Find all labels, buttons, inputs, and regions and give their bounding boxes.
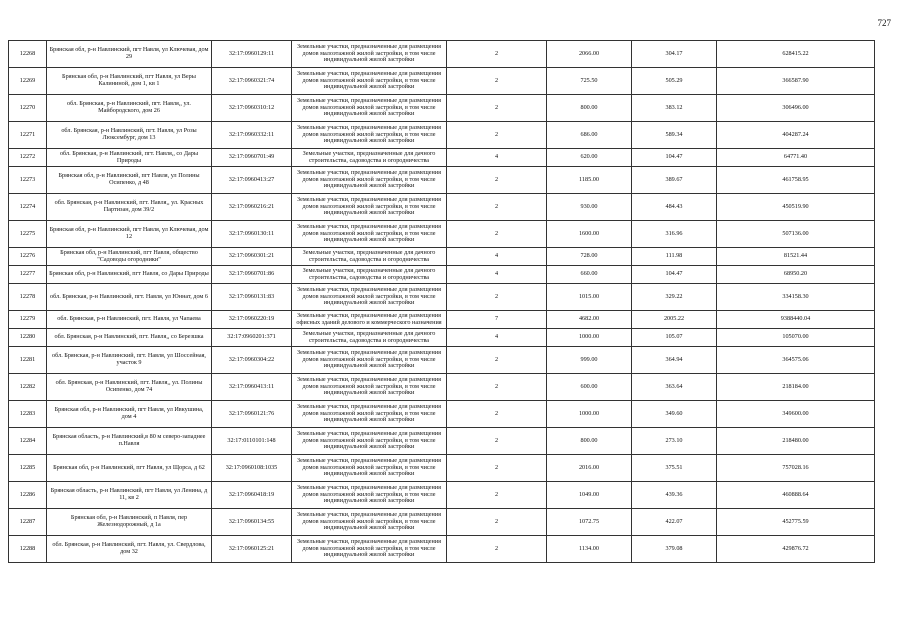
area-cell: 800.00 (547, 428, 632, 455)
cadastral-value-cell: 68950.20 (717, 266, 875, 284)
land-use-cell: Земельные участки, предназначенные для размещения домов малоэтажной жилой застройки, в том числе индивидуальной жилой застройки (292, 428, 447, 455)
table-body (9, 41, 875, 563)
cadastral-value-cell: 461758.95 (717, 167, 875, 194)
area-cell: 660.00 (547, 266, 632, 284)
category-cell: 2 (447, 95, 547, 122)
land-use-cell: Земельные участки, предназначенные для размещения домов малоэтажной жилой застройки, в том числе индивидуальной жилой застройки (292, 122, 447, 149)
area-cell: 686.00 (547, 122, 632, 149)
address-cell: обл. Брянская, р-н Навлинский, пгт. Навля,, ул. Майбородского, дом 26 (47, 95, 212, 122)
address-cell: обл. Брянская, р-н Навлинский, пгт. Навля, ул Чапаева (47, 311, 212, 329)
area-cell: 600.00 (547, 374, 632, 401)
category-cell: 2 (447, 347, 547, 374)
row-number: 12272 (9, 149, 47, 167)
category-cell: 2 (447, 455, 547, 482)
row-number: 12287 (9, 509, 47, 536)
table-row (9, 311, 875, 329)
table-row (9, 455, 875, 482)
address-cell: Брянская обл, р-н Навлинский, пгт Навля, ул Полины Осипенко, д 48 (47, 167, 212, 194)
row-number: 12286 (9, 482, 47, 509)
row-number: 12283 (9, 401, 47, 428)
address-cell: Брянская обл, р-н Навлинский, пгт Навля, ул Щорса, д 62 (47, 455, 212, 482)
cadastral-number-cell: 32:17:0960131:83 (212, 284, 292, 311)
row-number: 12278 (9, 284, 47, 311)
category-cell: 2 (447, 68, 547, 95)
cadastral-value-cell: 460888.64 (717, 482, 875, 509)
category-cell: 2 (447, 194, 547, 221)
cadastral-number-cell: 32:17:0960201:371 (212, 329, 292, 347)
land-use-cell: Земельные участки, предназначенные для размещения домов малоэтажной жилой застройки, в том числе индивидуальной жилой застройки (292, 284, 447, 311)
area-cell: 930.00 (547, 194, 632, 221)
cadastral-number-cell: 32:17:0960130:11 (212, 221, 292, 248)
land-use-cell: Земельные участки, предназначенные для размещения домов малоэтажной жилой застройки, в том числе индивидуальной жилой застройки (292, 455, 447, 482)
table-row (9, 374, 875, 401)
area-cell: 2016.00 (547, 455, 632, 482)
row-number: 12284 (9, 428, 47, 455)
specific-value-cell: 484.43 (632, 194, 717, 221)
specific-value-cell: 304.17 (632, 41, 717, 68)
row-number: 12282 (9, 374, 47, 401)
category-cell: 4 (447, 149, 547, 167)
category-cell: 7 (447, 311, 547, 329)
cadastral-number-cell: 32:17:0960220:19 (212, 311, 292, 329)
row-number: 12280 (9, 329, 47, 347)
address-cell: обл. Брянская, р-н Навлинский, пгт. Навля,, ул. Красных Партизан, дом 39/2 (47, 194, 212, 221)
land-use-cell: Земельные участки, предназначенные для размещения домов малоэтажной жилой застройки, в том числе индивидуальной жилой застройки (292, 536, 447, 563)
land-use-cell: Земельные участки, предназначенные для размещения домов малоэтажной жилой застройки, в том числе индивидуальной жилой застройки (292, 374, 447, 401)
cadastral-number-cell: 32:17:0960310:12 (212, 95, 292, 122)
cadastral-number-cell: 32:17:0110101:148 (212, 428, 292, 455)
row-number: 12271 (9, 122, 47, 149)
cadastral-value-cell: 81521.44 (717, 248, 875, 266)
cadastral-value-cell: 429876.72 (717, 536, 875, 563)
row-number: 12270 (9, 95, 47, 122)
category-cell: 2 (447, 401, 547, 428)
specific-value-cell: 329.22 (632, 284, 717, 311)
area-cell: 999.00 (547, 347, 632, 374)
specific-value-cell: 111.98 (632, 248, 717, 266)
land-registry-table (8, 40, 875, 563)
table-row (9, 68, 875, 95)
specific-value-cell: 505.29 (632, 68, 717, 95)
row-number: 12275 (9, 221, 47, 248)
cadastral-value-cell: 218480.00 (717, 428, 875, 455)
land-use-cell: Земельные участки, предназначенные для дачного строительства, садоводства и огородничества (292, 329, 447, 347)
area-cell: 728.00 (547, 248, 632, 266)
land-use-cell: Земельные участки, предназначенные для размещения домов малоэтажной жилой застройки, в том числе индивидуальной жилой застройки (292, 194, 447, 221)
land-use-cell: Земельные участки, предназначенные для дачного строительства, садоводства и огородничества (292, 266, 447, 284)
row-number: 12268 (9, 41, 47, 68)
category-cell: 2 (447, 41, 547, 68)
cadastral-value-cell: 306496.00 (717, 95, 875, 122)
cadastral-value-cell: 64771.40 (717, 149, 875, 167)
cadastral-value-cell: 364575.06 (717, 347, 875, 374)
specific-value-cell: 2005.22 (632, 311, 717, 329)
area-cell: 725.50 (547, 68, 632, 95)
land-use-cell: Земельные участки, предназначенные для размещения офисных зданий делового и коммерческого назначения (292, 311, 447, 329)
cadastral-number-cell: 32:17:0960321:74 (212, 68, 292, 95)
address-cell: Брянская обл, р-н Навлинский, пгт Навля, ул Ивкушина, дом 4 (47, 401, 212, 428)
table-row (9, 509, 875, 536)
table-row (9, 347, 875, 374)
cadastral-value-cell: 450519.90 (717, 194, 875, 221)
address-cell: обл. Брянская, р-н Навлинский, пгт. Навля, ул Розы Люксембург, дом 13 (47, 122, 212, 149)
cadastral-number-cell: 32:17:0960301:21 (212, 248, 292, 266)
category-cell: 2 (447, 374, 547, 401)
area-cell: 800.00 (547, 95, 632, 122)
area-cell: 1000.00 (547, 329, 632, 347)
category-cell: 2 (447, 284, 547, 311)
cadastral-value-cell: 9388440.04 (717, 311, 875, 329)
cadastral-value-cell: 349600.00 (717, 401, 875, 428)
category-cell: 2 (447, 509, 547, 536)
address-cell: Брянская обл, р-н Навлинский, пгт Навля, ул Ключевая, дом 12 (47, 221, 212, 248)
area-cell: 1072.75 (547, 509, 632, 536)
land-use-cell: Земельные участки, предназначенные для размещения домов малоэтажной жилой застройки, в том числе индивидуальной жилой застройки (292, 401, 447, 428)
address-cell: Брянская обл, р-н Навлинский, пгт Навля, общество "Садоводы огородники" (47, 248, 212, 266)
land-use-cell: Земельные участки, предназначенные для размещения домов малоэтажной жилой застройки, в том числе индивидуальной жилой застройки (292, 68, 447, 95)
area-cell: 1049.00 (547, 482, 632, 509)
cadastral-number-cell: 32:17:0960134:55 (212, 509, 292, 536)
cadastral-number-cell: 32:17:0960413:27 (212, 167, 292, 194)
table-row (9, 221, 875, 248)
row-number: 12273 (9, 167, 47, 194)
area-cell: 1000.00 (547, 401, 632, 428)
category-cell: 2 (447, 122, 547, 149)
cadastral-value-cell: 105070.00 (717, 329, 875, 347)
land-use-cell: Земельные участки, предназначенные для размещения домов малоэтажной жилой застройки, в том числе индивидуальной жилой застройки (292, 347, 447, 374)
specific-value-cell: 273.10 (632, 428, 717, 455)
table-row (9, 248, 875, 266)
land-use-cell: Земельные участки, предназначенные для размещения домов малоэтажной жилой застройки, в том числе индивидуальной жилой застройки (292, 482, 447, 509)
table-row (9, 266, 875, 284)
address-cell: обл. Брянская, р-н Навлинский, пгт. Навля, ул. Свердлова, дом 32 (47, 536, 212, 563)
table-row (9, 149, 875, 167)
address-cell: Брянская обл, р-н Навлинский, пгт Навля, ул Ключевая, дом 29 (47, 41, 212, 68)
cadastral-value-cell: 507136.00 (717, 221, 875, 248)
land-use-cell: Земельные участки, предназначенные для размещения домов малоэтажной жилой застройки, в том числе индивидуальной жилой застройки (292, 41, 447, 68)
cadastral-number-cell: 32:17:0960701:86 (212, 266, 292, 284)
specific-value-cell: 104.47 (632, 149, 717, 167)
row-number: 12279 (9, 311, 47, 329)
area-cell: 1134.00 (547, 536, 632, 563)
cadastral-number-cell: 32:17:0960108:1035 (212, 455, 292, 482)
cadastral-number-cell: 32:17:0960304:22 (212, 347, 292, 374)
table-row (9, 167, 875, 194)
cadastral-value-cell: 334158.30 (717, 284, 875, 311)
cadastral-number-cell: 32:17:0960332:11 (212, 122, 292, 149)
row-number: 12281 (9, 347, 47, 374)
category-cell: 2 (447, 536, 547, 563)
specific-value-cell: 379.08 (632, 536, 717, 563)
row-number: 12288 (9, 536, 47, 563)
address-cell: обл. Брянская, р-н Навлинский, пгт. Навля,, со Березшка (47, 329, 212, 347)
address-cell: обл. Брянская, р-н Навлинский, пгт. Навля,, со Дары Природы (47, 149, 212, 167)
cadastral-number-cell: 32:17:0960216:21 (212, 194, 292, 221)
specific-value-cell: 104.47 (632, 266, 717, 284)
table-row (9, 401, 875, 428)
land-use-cell: Земельные участки, предназначенные для размещения домов малоэтажной жилой застройки, в том числе индивидуальной жилой застройки (292, 221, 447, 248)
land-use-cell: Земельные участки, предназначенные для размещения домов малоэтажной жилой застройки, в том числе индивидуальной жилой застройки (292, 509, 447, 536)
specific-value-cell: 363.64 (632, 374, 717, 401)
specific-value-cell: 422.07 (632, 509, 717, 536)
specific-value-cell: 364.94 (632, 347, 717, 374)
page-number: 727 (877, 18, 891, 28)
area-cell: 4682.00 (547, 311, 632, 329)
row-number: 12269 (9, 68, 47, 95)
cadastral-number-cell: 32:17:0960129:11 (212, 41, 292, 68)
table-row (9, 122, 875, 149)
table-row (9, 329, 875, 347)
specific-value-cell: 589.34 (632, 122, 717, 149)
category-cell: 2 (447, 428, 547, 455)
category-cell: 2 (447, 482, 547, 509)
specific-value-cell: 383.12 (632, 95, 717, 122)
category-cell: 4 (447, 266, 547, 284)
cadastral-value-cell: 404287.24 (717, 122, 875, 149)
category-cell: 4 (447, 329, 547, 347)
category-cell: 4 (447, 248, 547, 266)
specific-value-cell: 349.60 (632, 401, 717, 428)
category-cell: 2 (447, 167, 547, 194)
address-cell: обл. Брянская, р-н Навлинский, пгт. Навля, ул Шоссейная, участок 9 (47, 347, 212, 374)
address-cell: обл. Брянская, р-н Навлинский, пгт. Навля,, ул. Полины Осипенко, дом 74 (47, 374, 212, 401)
table-row (9, 194, 875, 221)
row-number: 12276 (9, 248, 47, 266)
specific-value-cell: 375.51 (632, 455, 717, 482)
table-row (9, 284, 875, 311)
cadastral-value-cell: 628415.22 (717, 41, 875, 68)
cadastral-number-cell: 32:17:0960121:76 (212, 401, 292, 428)
cadastral-value-cell: 218184.00 (717, 374, 875, 401)
cadastral-number-cell: 32:17:0960418:19 (212, 482, 292, 509)
specific-value-cell: 389.67 (632, 167, 717, 194)
area-cell: 1185.00 (547, 167, 632, 194)
row-number: 12277 (9, 266, 47, 284)
table-row (9, 95, 875, 122)
land-use-cell: Земельные участки, предназначенные для дачного строительства, садоводства и огородничества (292, 248, 447, 266)
address-cell: обл. Брянская, р-н Навлинский, пгт. Навля, ул Юннат, дом 6 (47, 284, 212, 311)
specific-value-cell: 316.96 (632, 221, 717, 248)
cadastral-number-cell: 32:17:0960413:11 (212, 374, 292, 401)
address-cell: Брянская обл, р-н Навлинский, пгт Навля, со Дары Природы (47, 266, 212, 284)
area-cell: 620.00 (547, 149, 632, 167)
table-row (9, 428, 875, 455)
cadastral-value-cell: 452775.59 (717, 509, 875, 536)
area-cell: 2066.00 (547, 41, 632, 68)
land-use-cell: Земельные участки, предназначенные для размещения домов малоэтажной жилой застройки, в том числе индивидуальной жилой застройки (292, 167, 447, 194)
specific-value-cell: 439.36 (632, 482, 717, 509)
address-cell: Брянская обл, р-н Навлинский, пгт Навля, ул Веры Калининой, дом 1, кв 1 (47, 68, 212, 95)
area-cell: 1600.00 (547, 221, 632, 248)
table-row (9, 482, 875, 509)
cadastral-number-cell: 32:17:0960701:49 (212, 149, 292, 167)
row-number: 12285 (9, 455, 47, 482)
land-use-cell: Земельные участки, предназначенные для дачного строительства, садоводства и огородничества (292, 149, 447, 167)
land-use-cell: Земельные участки, предназначенные для размещения домов малоэтажной жилой застройки, в том числе индивидуальной жилой застройки (292, 95, 447, 122)
cadastral-value-cell: 757028.16 (717, 455, 875, 482)
address-cell: Брянская область, р-н Навлинский, пгт Навля, ул Ленина, д 11, кв 2 (47, 482, 212, 509)
cadastral-number-cell: 32:17:0960125:21 (212, 536, 292, 563)
table-row (9, 536, 875, 563)
specific-value-cell: 105.07 (632, 329, 717, 347)
table-row (9, 41, 875, 68)
category-cell: 2 (447, 221, 547, 248)
row-number: 12274 (9, 194, 47, 221)
area-cell: 1015.00 (547, 284, 632, 311)
address-cell: Брянская обл, р-н Навлинский, п Навля, пер Железнодорожный, д 1а (47, 509, 212, 536)
address-cell: Брянская область, р-н Навлинский,в 80 м северо-западнее п.Навля (47, 428, 212, 455)
cadastral-value-cell: 366587.90 (717, 68, 875, 95)
